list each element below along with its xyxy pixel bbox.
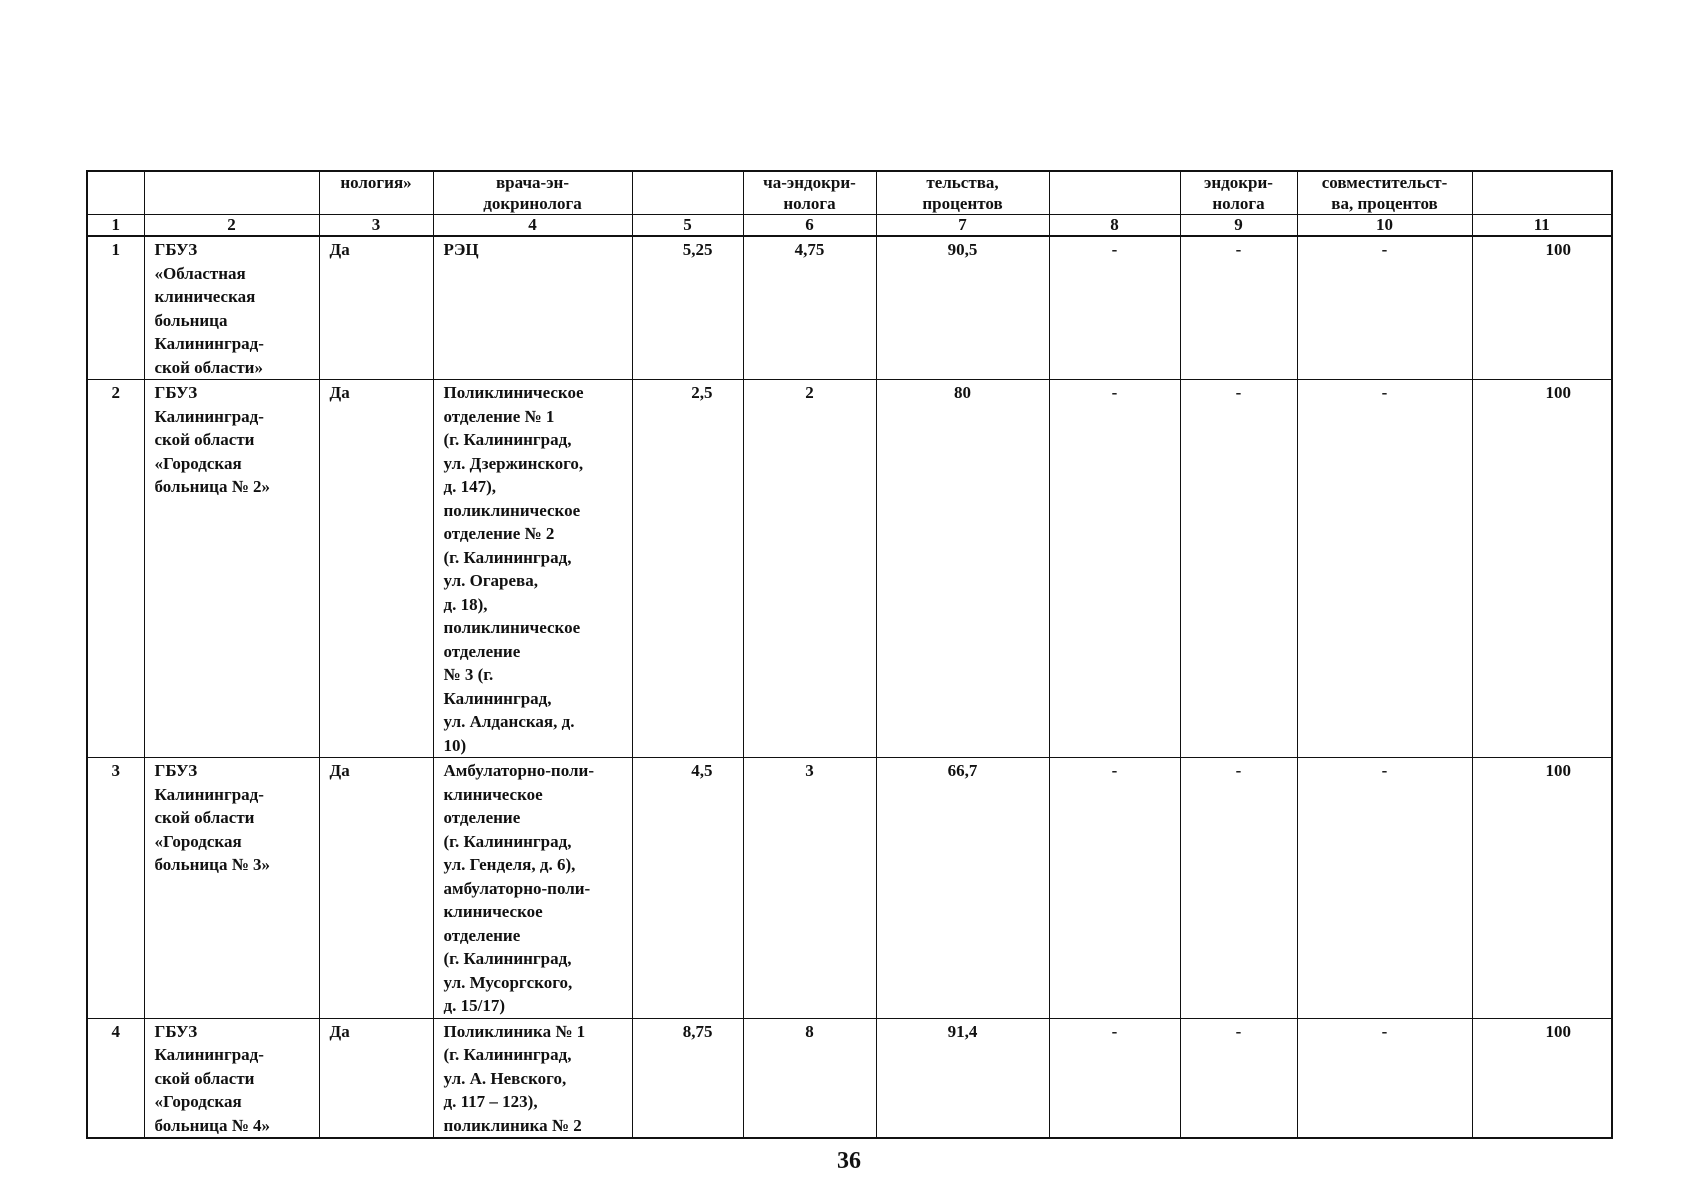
places-cell-line: ул. Огарева, [443, 571, 538, 590]
header-cell-10 [1297, 171, 1472, 215]
header-row [87, 171, 1612, 215]
places-cell-line: РЭЦ [443, 240, 479, 259]
places-cell-line: 10) [443, 735, 467, 755]
header-cell-line: врача-эн- [495, 173, 569, 192]
column-number-4: 4 [433, 215, 632, 237]
organization-cell [144, 380, 319, 758]
value-cell-11: 100 [1472, 1018, 1612, 1138]
header-cell-line: нолога [1212, 194, 1265, 213]
organization-cell-line: Калининград- [154, 406, 264, 426]
column-number-3: 3 [319, 215, 433, 237]
column-number-10: 10 [1297, 215, 1472, 237]
places-cell-line: ул. Генделя, д. 6), [443, 855, 576, 874]
flag-cell: Да [319, 380, 433, 758]
value-cell-5: 5,25 [632, 236, 743, 380]
header-cell-3 [319, 171, 433, 215]
value-cell-9: - [1180, 236, 1297, 380]
organization-cell-line: Калининград- [154, 784, 264, 804]
table-row [87, 380, 1612, 758]
row-number-cell: 2 [87, 380, 144, 758]
table-row [87, 236, 1612, 380]
value-cell-6: 3 [743, 758, 876, 1019]
organization-cell-line: больница № 2» [154, 477, 271, 496]
header-cell-9 [1180, 171, 1297, 215]
organization-cell-line: Калининград- [154, 1045, 264, 1064]
value-cell-8: - [1049, 758, 1180, 1019]
header-cell-line: совместительст- [1321, 173, 1448, 192]
value-cell-6: 2 [743, 380, 876, 758]
header-cell-line: тельства, [926, 173, 999, 192]
column-number-1: 1 [87, 215, 144, 237]
flag-cell: Да [319, 236, 433, 380]
header-cell-2 [144, 171, 319, 215]
places-cell-line: (г. Калининград, [443, 831, 572, 851]
places-cell-line: поликлиническое [443, 618, 581, 637]
organization-cell-line: ской области [154, 1068, 255, 1088]
row-number-cell: 3 [87, 758, 144, 1019]
organization-cell-line: клиническая [154, 287, 256, 306]
value-cell-8: - [1049, 1018, 1180, 1138]
column-number-6: 6 [743, 215, 876, 237]
value-cell-8: - [1049, 236, 1180, 380]
organization-cell-line: «Областная [154, 263, 246, 283]
value-cell-7: 90,5 [876, 236, 1049, 380]
header-cell-5 [632, 171, 743, 215]
organization-cell-line: ГБУЗ [154, 1021, 198, 1041]
header-cell-line: эндокри- [1204, 173, 1273, 192]
places-cell-line: поликлиника № 2 [443, 1115, 582, 1135]
organization-cell-line: больница № 4» [154, 1115, 271, 1135]
places-cell-line: поликлиническое [443, 500, 581, 520]
value-cell-7: 80 [876, 380, 1049, 758]
organization-cell-line: ГБУЗ [154, 240, 198, 259]
row-number-cell: 1 [87, 236, 144, 380]
places-cell-line: д. 117 – 123), [443, 1092, 538, 1111]
places-cell-line: Поликлиника № 1 [443, 1021, 586, 1041]
header-cell-6 [743, 171, 876, 215]
table-row [87, 1018, 1612, 1138]
places-cell-line: отделение № 2 [443, 524, 555, 543]
column-number-11: 11 [1472, 215, 1612, 237]
value-cell-5: 8,75 [632, 1018, 743, 1138]
header-cell-line: ва, процентов [1331, 194, 1438, 213]
places-cell-line: № 3 (г. [443, 665, 494, 684]
value-cell-9: - [1180, 758, 1297, 1019]
places-cell-line: ул. А. Невского, [443, 1068, 567, 1088]
column-number-9: 9 [1180, 215, 1297, 237]
value-cell-10: - [1297, 1018, 1472, 1138]
places-cell-line: отделение [443, 808, 521, 827]
organization-cell-line: ской области [154, 430, 255, 449]
header-cell-line: нолога [783, 194, 836, 213]
column-number-2: 2 [144, 215, 319, 237]
places-cell [433, 236, 632, 380]
organization-cell [144, 1018, 319, 1138]
header-cell-line: ча-эндокри- [763, 173, 856, 192]
value-cell-10: - [1297, 236, 1472, 380]
places-cell-line: отделение [443, 925, 521, 945]
value-cell-11: 100 [1472, 380, 1612, 758]
value-cell-11: 100 [1472, 758, 1612, 1019]
value-cell-9: - [1180, 380, 1297, 758]
column-number-5: 5 [632, 215, 743, 237]
value-cell-5: 2,5 [632, 380, 743, 758]
column-number-7: 7 [876, 215, 1049, 237]
places-cell-line: ул. Мусоргского, [443, 972, 573, 992]
column-number-8: 8 [1049, 215, 1180, 237]
page-number: 36 [837, 1148, 861, 1174]
table-body [87, 171, 1612, 1138]
places-cell-line: (г. Калининград, [443, 547, 572, 567]
places-cell [433, 758, 632, 1019]
places-cell-line: отделение [443, 641, 521, 661]
header-cell-7 [876, 171, 1049, 215]
data-table [86, 170, 1613, 1139]
organization-cell [144, 758, 319, 1019]
organization-cell-line: Калининград- [154, 334, 264, 353]
value-cell-10: - [1297, 758, 1472, 1019]
value-cell-9: - [1180, 1018, 1297, 1138]
header-cell-11 [1472, 171, 1612, 215]
organization-cell-line: ской области [154, 808, 255, 827]
places-cell-line: ул. Алданская, д. [443, 712, 575, 731]
organization-cell [144, 236, 319, 380]
places-cell-line: д. 18), [443, 594, 488, 614]
organization-cell-line: ГБУЗ [154, 383, 198, 402]
value-cell-6: 4,75 [743, 236, 876, 380]
value-cell-11: 100 [1472, 236, 1612, 380]
places-cell-line: отделение № 1 [443, 406, 555, 426]
places-cell-line: д. 147), [443, 477, 497, 496]
value-cell-7: 66,7 [876, 758, 1049, 1019]
places-cell-line: клиническое [443, 902, 543, 921]
places-cell-line: (г. Калининград, [443, 1045, 572, 1064]
places-cell [433, 380, 632, 758]
value-cell-8: - [1049, 380, 1180, 758]
organization-cell-line: «Городская [154, 453, 242, 473]
header-cell-8 [1049, 171, 1180, 215]
value-cell-6: 8 [743, 1018, 876, 1138]
places-cell-line: (г. Калининград, [443, 430, 572, 449]
header-cell-1 [87, 171, 144, 215]
organization-cell-line: «Городская [154, 1092, 242, 1111]
header-cell-line: докринолога [483, 194, 582, 213]
organization-cell-line: больница № 3» [154, 855, 271, 874]
header-cell-line: процентов [922, 194, 1003, 213]
places-cell-line: ул. Дзержинского, [443, 453, 584, 473]
flag-cell: Да [319, 1018, 433, 1138]
places-cell-line: Амбулаторно-поли- [443, 761, 594, 780]
table-row [87, 758, 1612, 1019]
organization-cell-line: ской области» [154, 357, 263, 377]
value-cell-5: 4,5 [632, 758, 743, 1019]
flag-cell: Да [319, 758, 433, 1019]
value-cell-10: - [1297, 380, 1472, 758]
places-cell-line: Поликлиническое [443, 383, 584, 402]
places-cell-line: амбулаторно-поли- [443, 878, 591, 898]
places-cell [433, 1018, 632, 1138]
places-cell-line: клиническое [443, 784, 543, 804]
column-number-row [87, 215, 1612, 237]
organization-cell-line: больница [154, 310, 228, 330]
header-cell-4 [433, 171, 632, 215]
places-cell-line: Калининград, [443, 688, 552, 708]
row-number-cell: 4 [87, 1018, 144, 1138]
organization-cell-line: ГБУЗ [154, 761, 198, 780]
places-cell-line: д. 15/17) [443, 996, 505, 1015]
value-cell-7: 91,4 [876, 1018, 1049, 1138]
organization-cell-line: «Городская [154, 831, 242, 851]
header-cell-line: нология» [340, 173, 412, 192]
places-cell-line: (г. Калининград, [443, 949, 572, 968]
